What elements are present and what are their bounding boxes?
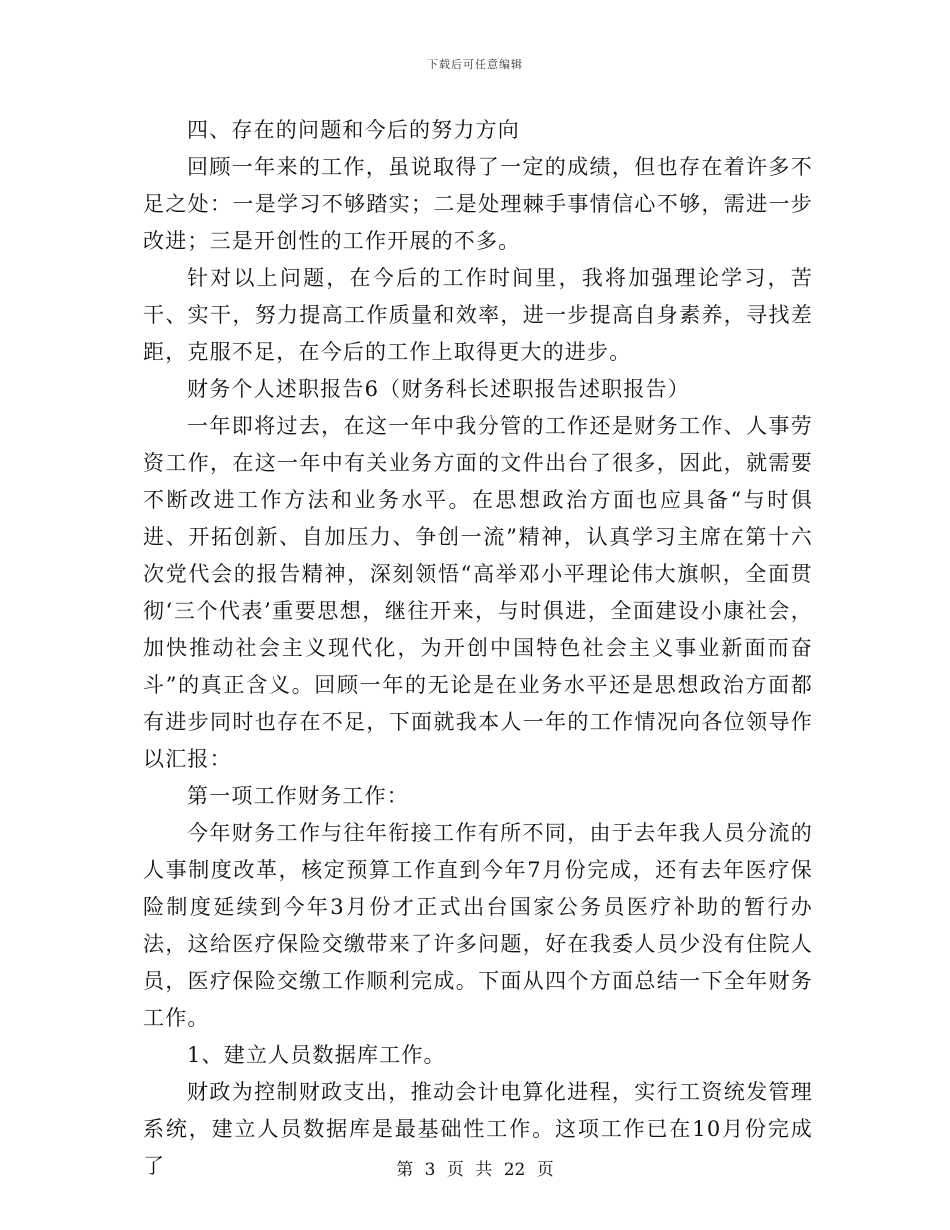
- section-heading: 四、存在的问题和今后的努力方向: [187, 118, 520, 142]
- header-note: 下载后可任意编辑: [427, 58, 523, 71]
- list-item-heading: 1、建立人员数据库工作。: [187, 1043, 446, 1067]
- paragraph: 一年即将过去，在这一年中我分管的工作还是财务工作、人事劳资工作，在这一年中有关业务方面的文件出台了很多，因此，就需要不断改进工作方法和业务水平。在思想政治方面也应具备“与时俱进、开拓创新、自加压力、争创一流”精神，认真学习主席在第十六次党代会的报告精神，深刻领悟“高举邓小平理论伟大旗帜，全面贯彻‘三个代表’重要思想，继往开来，与时俱进，全面建设小康社会，加快推动社会主义现代化，为开创中国特色社会主义事业新面而奋斗”的真正含义。回顾一年的无论是在业务水平还是思想政治方面都有进步同时也存在不足，下面就我本人一年的工作情况向各位领导作以汇报：: [143, 414, 813, 771]
- report-title: 财务个人述职报告6（财务科长述职报告述职报告）: [187, 377, 690, 401]
- paragraph: 回顾一年来的工作，虽说取得了一定的成绩，但也存在着许多不足之处：一是学习不够踏实；二是处理棘手事情信心不够，需进一步改进；三是开创性的工作开展的不多。: [143, 155, 813, 253]
- paragraph: 财政为控制财政支出，推动会计电算化进程，实行工资统发管理系统，建立人员数据库是最基础性工作。这项工作已在10月份完成了: [143, 1080, 813, 1178]
- paragraph: 针对以上问题，在今后的工作时间里，我将加强理论学习，苦干、实干，努力提高工作质量和效率，进一步提高自身素养，寻找差距，克服不足，在今后的工作上取得更大的进步。: [143, 266, 813, 364]
- subsection-heading: 第一项工作财务工作：: [187, 784, 409, 808]
- document-body: [143, 112, 813, 1185]
- paragraph: 今年财务工作与往年衔接工作有所不同，由于去年我人员分流的人事制度改革，核定预算工作直到今年7月份完成，还有去年医疗保险制度延续到今年3月份才正式出台国家公务员医疗补助的暂行办法，这给医疗保险交缴带来了许多问题，好在我委人员少没有住院人员，医疗保险交缴工作顺利完成。下面从四个方面总结一下全年财务工作。: [143, 821, 813, 1030]
- page-number: 第 3 页 共 22 页: [396, 1160, 554, 1180]
